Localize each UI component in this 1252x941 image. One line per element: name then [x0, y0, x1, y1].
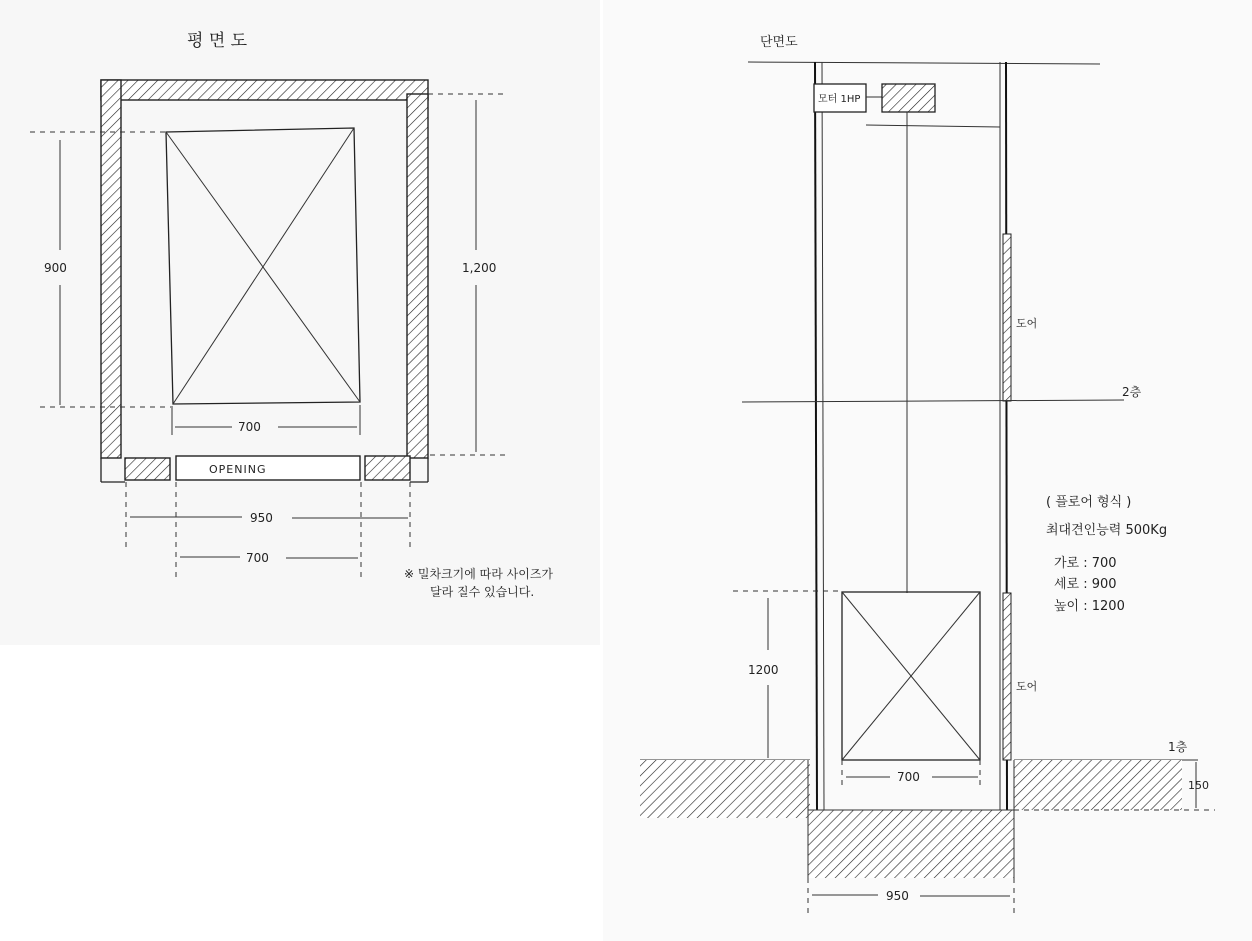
plan-dim-car-700-label: 700 [238, 420, 261, 434]
section-ground-left [640, 760, 810, 818]
plan-note-line1: ※ 밀차크기에 따라 사이즈가 [404, 567, 554, 581]
section-door-upper-label: 도어 [1016, 317, 1038, 330]
plan-front-wall-right [365, 456, 410, 480]
section-motor-label: 모터 1HP [818, 94, 861, 105]
section-spec-type: ( 플로어 형식 ) [1046, 495, 1132, 510]
section-sheet [603, 0, 1252, 941]
plan-opening-label: OPENING [209, 463, 267, 476]
plan-front-wall-left [125, 458, 170, 480]
section-spec-height: 높이 : 1200 [1054, 599, 1125, 614]
section-floor1-label: 1층 [1168, 740, 1188, 754]
plan-title: 평 면 도 [187, 31, 248, 51]
plan-dim-900-label: 900 [44, 261, 67, 275]
plan-wall-top [101, 80, 428, 100]
section-dim-950-label: 950 [886, 889, 909, 903]
plan-opening-door [176, 456, 360, 480]
section-door-lower [1003, 593, 1011, 760]
section-spec-capacity: 최대견인능력 500Kg [1046, 523, 1168, 538]
section-ground-right [1014, 760, 1182, 810]
plan-note-line2: 달라 질수 있습니다. [430, 585, 535, 599]
plan-dim-950-label: 950 [250, 511, 273, 525]
section-dim-150-label: 150 [1188, 779, 1209, 792]
section-dim-700-label: 700 [897, 770, 920, 784]
section-pit-floor [808, 810, 1014, 878]
section-dim-1200-label: 1200 [748, 663, 779, 677]
plan-dim-1200-label: 1,200 [462, 261, 497, 275]
plan-wall-left [101, 80, 121, 458]
section-drum [882, 84, 935, 112]
section-title: 단면도 [760, 35, 798, 50]
plan-wall-right [407, 94, 428, 458]
section-door-lower-label: 도어 [1016, 680, 1038, 693]
section-spec-width: 가로 : 700 [1054, 556, 1117, 571]
section-spec-depth: 세로 : 900 [1054, 577, 1117, 592]
plan-dim-opening-700-label: 700 [246, 551, 269, 565]
plan-sheet [0, 0, 600, 645]
section-door-upper [1003, 234, 1011, 401]
section-floor2-label: 2층 [1122, 385, 1142, 399]
